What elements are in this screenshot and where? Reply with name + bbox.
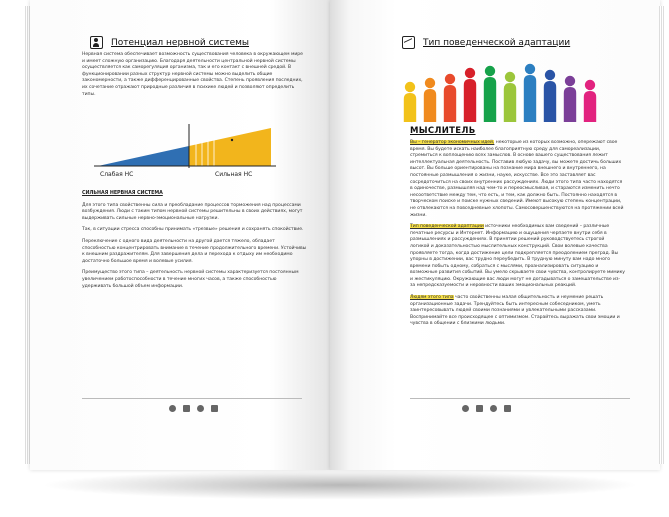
scale-marker [231, 139, 233, 141]
person-icon [90, 36, 103, 49]
badge-icon[interactable] [504, 405, 511, 412]
subheading-strong-ns: СИЛЬНАЯ НЕРВНАЯ СИСТЕМА [82, 191, 163, 196]
highlight-phrase: Вы – генератор экономичных идей, [410, 140, 495, 145]
thinker-paragraph-1 [410, 140, 625, 219]
tree-icon[interactable] [183, 405, 190, 412]
right-page-header [402, 36, 570, 49]
left-page-title: Потенциал нервной системы [111, 37, 250, 48]
right-page [330, 0, 660, 470]
right-body-text [410, 140, 625, 333]
puzzle-icon[interactable] [490, 405, 497, 412]
right-page-edges [659, 6, 665, 464]
person-silhouette [484, 66, 496, 122]
people-silhouettes [400, 60, 600, 122]
right-footer-rule [410, 398, 630, 399]
thinker-paragraph-3 [410, 295, 625, 328]
body-paragraph: Для этого типа свойственны сила и преобладание процессов торможения над процессами возбуждения. Люди с таким типом нервной системы решительны в своих действиях, могут выдерживать сильные нервно-эмоциональные нагрузки. [82, 202, 303, 221]
person-silhouette [524, 64, 536, 122]
person-silhouette [464, 68, 476, 122]
person-silhouette [544, 70, 556, 122]
strong-scale-label: Сильная НС [215, 171, 253, 178]
weak-scale-wedge [98, 146, 189, 166]
person-silhouette [444, 74, 456, 122]
share-icon[interactable] [169, 405, 176, 412]
body-paragraph: Так, в ситуации стресса способны принимать «трезвые» решения и сохранять спокойствие. [82, 227, 304, 233]
right-footer-icons [462, 405, 511, 412]
right-page-title: Тип поведенческой адаптации [423, 37, 571, 48]
person-silhouette [584, 80, 596, 122]
left-body-text [82, 191, 307, 295]
section-head-thinker: МЫСЛИТЕЛЬ [410, 126, 476, 136]
highlight-phrase: Тип поведенческой адаптации [410, 224, 484, 230]
highlight-phrase: Людям этого типа [410, 295, 454, 301]
strong-scale-wedge [189, 128, 271, 166]
paragraph-text: часто свойственны малая общительность и неумение решать организационные задачи. Трендуйтесь быть интересным собеседником, уметь заинтересовывать людей своими познаниями и увлекательными рассказами. Воспринимайте все происходящее с оптимизмом. Старайтесь выражать свои эмоции и чувства в общении с близкими людьми. [410, 295, 620, 327]
tree-icon[interactable] [476, 405, 483, 412]
puzzle-icon[interactable] [197, 405, 204, 412]
left-page-header [90, 36, 249, 49]
paragraph-text: некоторые из которых возможно, опережают свое время. Вы будете искать наиболее благоприятную среду для самореализации, стремиться к воплощению всех замыслов. В основе вашего существования лежит интеллектуальная деятельность. Поставив любую задачу, вы можете достичь больших высот. Вы больше ориентированы на познание мира внешнего и внутреннего, на постоянные размышления о жизни, науке, искусстве. Все это заставляет вас сосредоточиться на своих внутренних рассуждениях. Люди этого типа часто находятся в одиночестве, размышляя над чем-то и переосмысливая, и стараются изменить нечто несоответствие между тем, что есть, и тем, как должно быть. Постоянно находятся в творческом поиске и поиске нужных сведений. Имеют высокую степень концентрации, не отвлекаются на повседневные хлопоты. Самосовершенствуются на протяжении всей жизни. [410, 140, 624, 218]
body-paragraph: Переключение с одного вида деятельности на другой дается тяжело, обладает способностью концентрировать внимание в течение продолжительного времени. Устойчивы к внешним раздражителям. Для завершения дела и перехода к отдыху им необходимо достаточно большое время и волевые усилия. [82, 238, 307, 264]
share-icon[interactable] [462, 405, 469, 412]
intro-paragraph: Нервная система обеспечивает возможность существования человека в окружающем мире и имеет сложную организацию. Благодаря деятельности центральной нервной системы осуществляется как саморегуляция организма, так и его контакт с внешней средой. В функционировании разных структур нервной системы можно выделить общие закономерности, а также дифференцированные свойства. Степень проявления последних, их сочетание отражают природные различия в психике людей и позволяют определить типы. [82, 52, 303, 97]
left-page [30, 0, 330, 470]
paragraph-text: источники необходимых вам сведений – различные печатные ресурсы и Интернет. Информацию и ощущения черпаете внутри себя в размышлениях и рассуждениях. В принятии решений руководствуетесь строгой логикой и доказательностью мыслительных конструкций. Свои волевые качества проявляете тогда, когда достижение цели подкрепляется преодолением преград. Вы упорны в достижении, вас трудно переубедить. В трудную минуту вам надо много времени побыть одному, собраться с мыслями, проанализировать ситуацию и возможные развития событий. Вы умело скрываете свои чувства, контролируете мимику и жестикуляцию. Окружающие вас люди могут не догадываться о замешательстве из-за непредсказуемости и неровности ваших эмоциональных реакций. [410, 224, 625, 289]
badge-icon[interactable] [211, 405, 218, 412]
weak-scale-label: Слабая НС [100, 171, 134, 178]
body-paragraph: Преимущество этого типа – деятельность нервной системы характеризуется постоянным увеличением работоспособности в течение многих часов, а также способностью удерживать большой объем информации. [82, 270, 299, 289]
person-silhouette [424, 78, 436, 122]
left-footer-rule [82, 398, 302, 399]
chart-icon [402, 36, 415, 49]
thinker-paragraph-2 [410, 224, 625, 290]
left-footer-icons [169, 405, 218, 412]
person-silhouette [564, 76, 576, 122]
book-shadow [40, 470, 640, 500]
person-silhouette [404, 82, 416, 122]
person-silhouette [504, 72, 516, 122]
open-brochure [30, 0, 660, 470]
intro-text [82, 52, 307, 103]
